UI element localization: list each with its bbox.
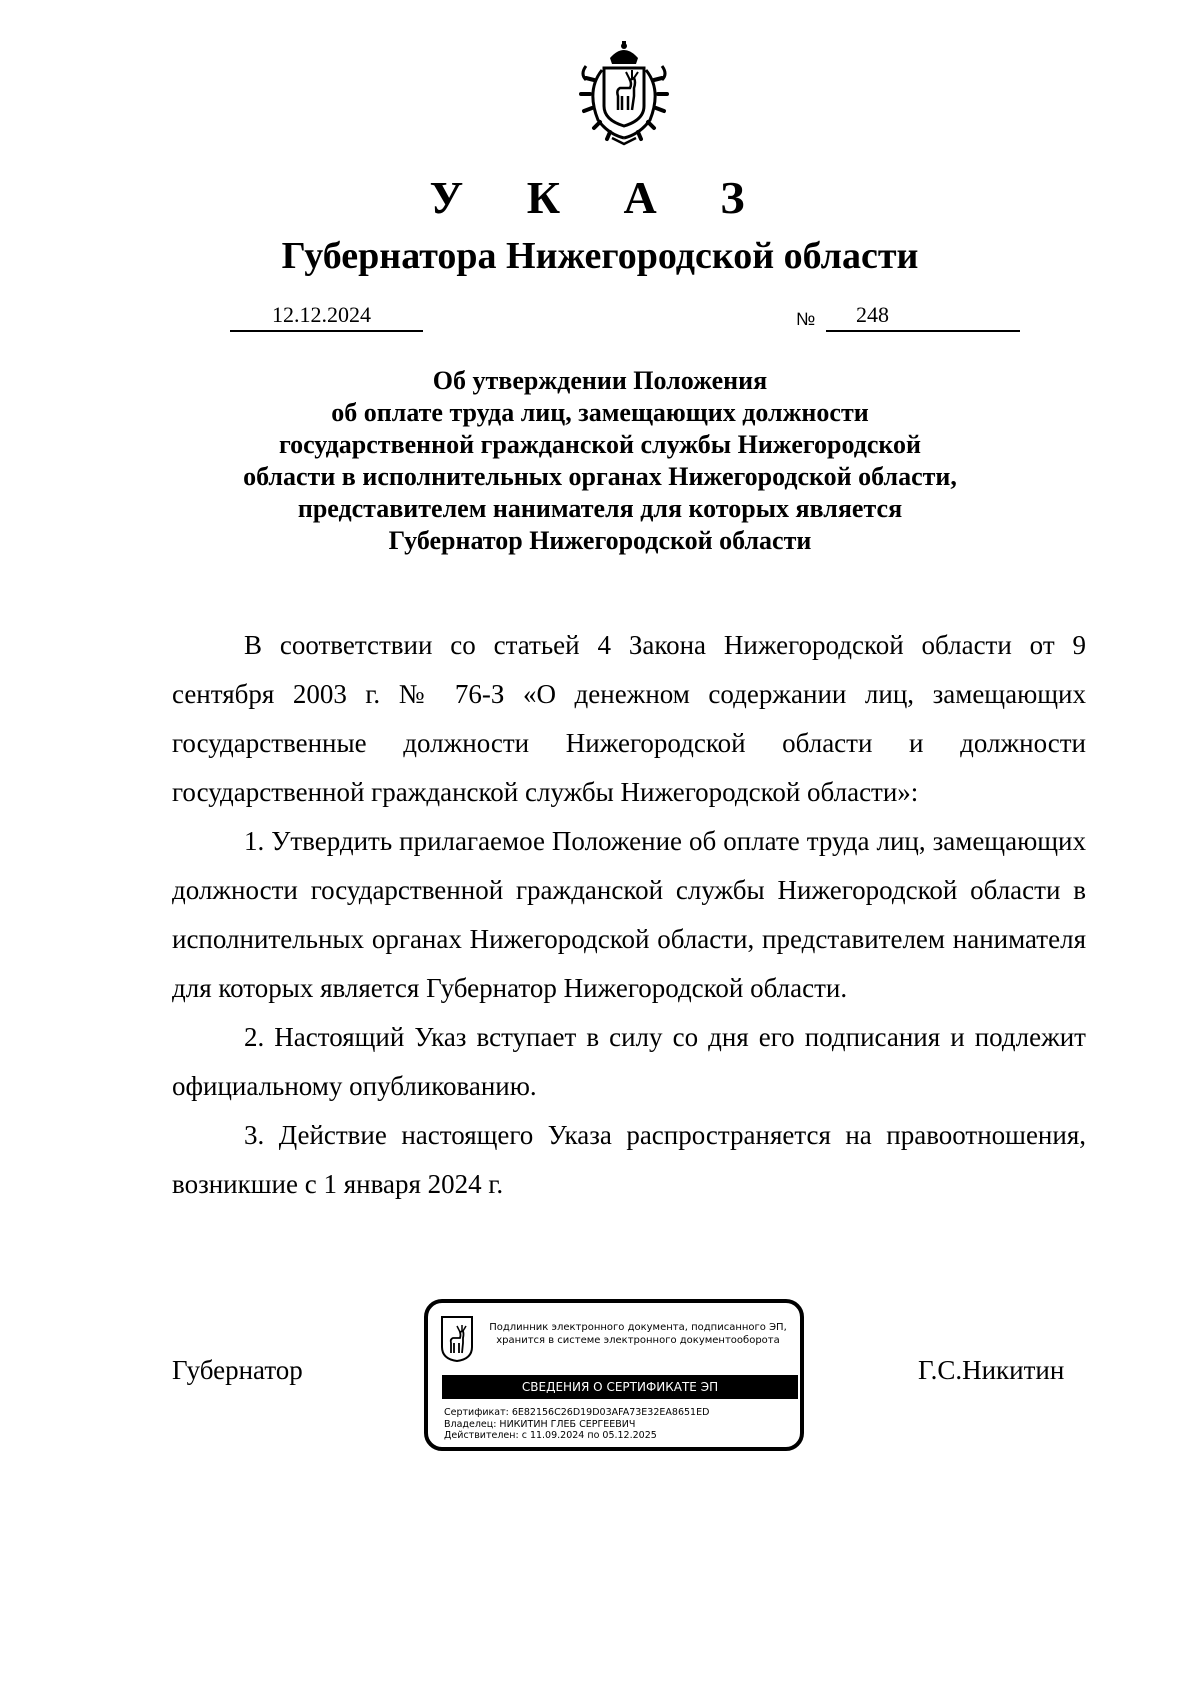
heading-line: об оплате труда лиц, замещающих должности	[331, 398, 869, 427]
heading-line: Об утверждении Положения	[432, 366, 768, 395]
stamp-note	[478, 1321, 798, 1347]
number-sign: №	[796, 309, 816, 329]
certificate-owner: Владелец: НИКИТИН ГЛЕБ СЕРГЕЕВИЧ	[444, 1418, 636, 1430]
document-date: 12.12.2024	[272, 302, 371, 327]
certificate-id: Сертификат: 6E82156C26D19D03AFA73E32EA8651ED	[444, 1407, 710, 1418]
document-number: 248	[856, 302, 889, 327]
electronic-signature-stamp	[424, 1299, 804, 1451]
deer-emblem-icon	[440, 1315, 474, 1363]
stamp-note-line: хранится в системе электронного документооборота	[496, 1335, 780, 1346]
heading-line: государственной гражданской службы Нижегородской	[278, 430, 922, 459]
document-date-field	[230, 300, 423, 332]
heading-line: представителем нанимателя для которых является	[297, 494, 903, 523]
certificate-validity: Действителен: с 11.09.2024 по 05.12.2025	[444, 1430, 657, 1441]
clause-1-paragraph: 1. Утвердить прилагаемое Положение об оплате труда лиц, замещающих должности государственной гражданской службы Нижегородской области в исполнительных органах Нижегородской области, представителем нанимателя для которых является Губернатор Нижегородской области.	[172, 826, 1086, 1003]
clause-2-paragraph: 2. Настоящий Указ вступает в силу со дня его подписания и подлежит официальному опубликованию.	[172, 1022, 1086, 1101]
certificate-info-bar: СВЕДЕНИЯ О СЕРТИФИКАТЕ ЭП	[442, 1375, 798, 1399]
stamp-note-line: Подлинник электронного документа, подписанного ЭП,	[489, 1322, 787, 1333]
signer-position: Губернатор	[172, 1355, 303, 1385]
certificate-details	[444, 1407, 709, 1442]
document-number-field	[826, 300, 1020, 332]
preamble-paragraph: В соответствии со статьей 4 Закона Нижегородской области от 9 сентября 2003 г. № 76-З «О денежном содержании лиц, замещающих государственные должности Нижегородской области и должности государственной гражданской службы Нижегородской области»:	[172, 630, 1086, 807]
decree-body	[172, 621, 1086, 1209]
heading-line: Губернатор Нижегородской области	[388, 526, 812, 555]
signer-name: Г.С.Никитин	[918, 1355, 1065, 1385]
coat-of-arms-emblem	[572, 40, 676, 146]
document-subtitle: Губернатора Нижегородской области	[281, 235, 919, 277]
document-title: У К А З	[429, 172, 771, 223]
decree-heading	[150, 365, 1050, 557]
clause-3-paragraph: 3. Действие настоящего Указа распространяется на правоотношения, возникшие с 1 января 2024 г.	[172, 1120, 1086, 1199]
heading-line: области в исполнительных органах Нижегородской области,	[243, 462, 957, 491]
